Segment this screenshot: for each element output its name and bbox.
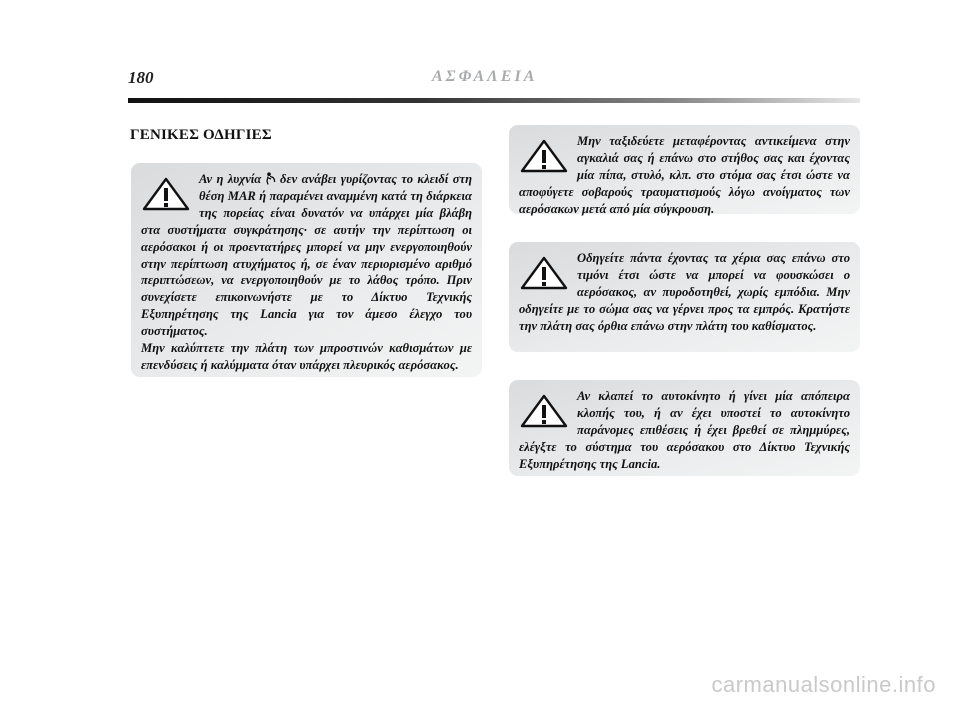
warning-text-right-3: Αν κλαπεί το αυτοκίνητο ή γίνει μία απόπειρα κλοπής του, ή αν έχει υποστεί το αυτοκίνητο παράνομες επιθέσεις ή έχει βρεθεί σε πλημμύρες, ελέγξτε το σύστημα του αερόσακου στο Δίκτυο Τεχνικής Εξυπηρέτησης της Lancia. (519, 389, 850, 471)
warning-text-left: Αν η λυχνία δεν ανάβει γυρίζοντας το κλειδί στη θέση MAR ή παραμένει αναμμένη κατά τη διάρκεια της πορείας είναι δυνατόν να υπάρχει μία βλάβη στα συστήματα συγκράτησης· σε αυτήν την περίπτωση οι αερόσακοι ή οι προεντατήρες μπορεί να μην ενεργοποιηθούν στην περίπτωση ατυχήματος ή, σε έναν περιορισμένο αριθμό περιπτώσεων, να ενεργοποιηθούν με το λάθος τρόπο. Πριν συνεχίσετε επικοινωνήστε με το Δίκτυο Τεχνικής Εξυπηρέτησης της Lancia για τον άμεσο έλεγχο του συστήματος. Μην καλύπτετε την πλάτη των μπροστινών καθισμάτων με επενδύσεις ή καλύμματα όταν υπάρχει πλευρικός αερόσακος. (141, 172, 472, 372)
warning-text-right-1: Μην ταξιδεύετε μεταφέροντας αντικείμενα στην αγκαλιά σας ή επάνω στο στήθος σας και έχοντας μία πίπα, στυλό, κλπ. στο στόμα σας έτσι ώστε να αποφύγετε σοβαρούς τραυματισμούς λόγω ανοίγματος των αερόσακων μετά από μία σύγκρουση. (519, 134, 850, 216)
warning-triangle-icon (141, 177, 191, 211)
warning-box-right-2 (509, 242, 860, 352)
warning-triangle-icon (519, 139, 569, 173)
warning-text-right-2: Οδηγείτε πάντα έχοντας τα χέρια σας επάνω στο τιμόνι έτσι ώστε να μπορεί να φουσκώσει ο αερόσακος, αν πυροδοτηθεί, χωρίς εμπόδια. Μην οδηγείτε με το σώμα σας να γέρνει προς τα εμπρός. Κρατήστε την πλάτη σας όρθια επάνω στην πλάτη του καθίσματος. (519, 251, 850, 333)
heading-general-instructions: ΓΕΝΙΚΕΣ ΟΔΗΓΙΕΣ (130, 127, 272, 143)
warning-box-right-1 (509, 125, 860, 214)
warning-triangle-icon (519, 394, 569, 428)
header-rule (128, 98, 860, 103)
section-title: ΑΣΦΑΛΕΙΑ (432, 68, 538, 85)
page-number: 180 (128, 68, 154, 87)
warning-box-right-3 (509, 380, 860, 476)
watermark: carmanualsonline.info (711, 672, 936, 697)
airbag-warning-lamp-icon (266, 172, 276, 185)
warning-triangle-icon (519, 256, 569, 290)
warning-box-left (131, 163, 482, 377)
